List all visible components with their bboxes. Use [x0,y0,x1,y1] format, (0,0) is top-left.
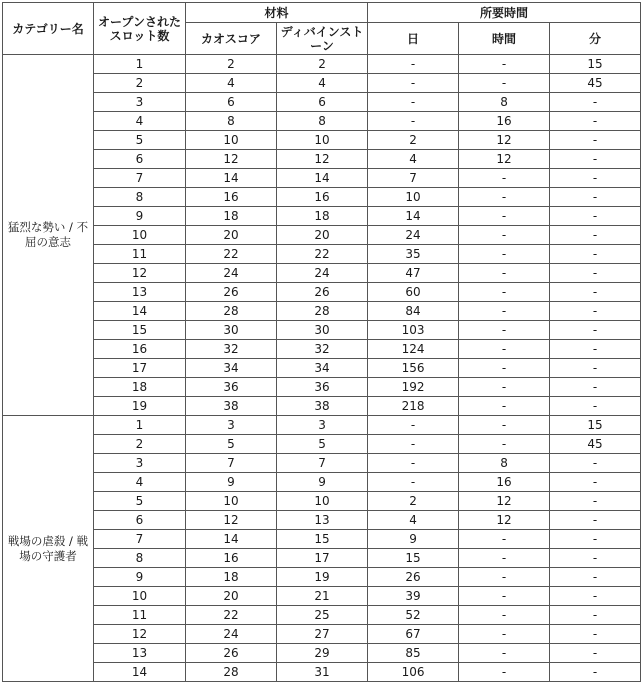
hour-cell: - [459,568,550,587]
divine-stone-cell: 34 [277,359,368,378]
minute-cell: - [550,226,641,245]
chaos-core-cell: 9 [186,473,277,492]
table-row [3,625,641,644]
chaos-core-cell: 36 [186,378,277,397]
hour-cell: - [459,340,550,359]
table-row [3,378,641,397]
minute-cell: - [550,663,641,682]
divine-stone-cell: 26 [277,283,368,302]
table-row [3,397,641,416]
header-minute: 分 [550,23,641,55]
hour-cell: - [459,587,550,606]
day-cell: 2 [368,131,459,150]
day-cell: 4 [368,511,459,530]
table-row [3,321,641,340]
hour-cell: 8 [459,454,550,473]
slot-count-cell: 1 [94,55,186,74]
chaos-core-cell: 32 [186,340,277,359]
slot-count-cell: 4 [94,473,186,492]
day-cell: 60 [368,283,459,302]
table-row [3,663,641,682]
hour-cell: 16 [459,473,550,492]
slot-count-cell: 1 [94,416,186,435]
slot-count-cell: 4 [94,112,186,131]
day-cell: - [368,435,459,454]
slot-count-cell: 12 [94,625,186,644]
chaos-core-cell: 5 [186,435,277,454]
hour-cell: - [459,663,550,682]
minute-cell: - [550,207,641,226]
table-row [3,587,641,606]
day-cell: 192 [368,378,459,397]
table-row [3,264,641,283]
table-row [3,245,641,264]
chaos-core-cell: 18 [186,207,277,226]
divine-stone-cell: 20 [277,226,368,245]
minute-cell: 15 [550,55,641,74]
chaos-core-cell: 6 [186,93,277,112]
chaos-core-cell: 14 [186,530,277,549]
divine-stone-cell: 18 [277,207,368,226]
day-cell: - [368,55,459,74]
divine-stone-cell: 17 [277,549,368,568]
table-row [3,340,641,359]
divine-stone-cell: 30 [277,321,368,340]
table-row [3,169,641,188]
day-cell: 2 [368,492,459,511]
slot-count-cell: 8 [94,549,186,568]
slot-count-cell: 9 [94,568,186,587]
minute-cell: - [550,359,641,378]
header-slots: オープンされたスロット数 [94,3,186,55]
day-cell: - [368,416,459,435]
chaos-core-cell: 12 [186,511,277,530]
slot-count-cell: 13 [94,644,186,663]
hour-cell: - [459,625,550,644]
slot-count-cell: 19 [94,397,186,416]
table-body [3,55,641,682]
table-row [3,435,641,454]
table-row [3,226,641,245]
day-cell: 84 [368,302,459,321]
divine-stone-cell: 8 [277,112,368,131]
table-row [3,359,641,378]
table-row [3,492,641,511]
day-cell: 67 [368,625,459,644]
slot-count-cell: 6 [94,150,186,169]
table-row [3,131,641,150]
hour-cell: - [459,169,550,188]
chaos-core-cell: 3 [186,416,277,435]
hour-cell: - [459,606,550,625]
hour-cell: - [459,302,550,321]
divine-stone-cell: 9 [277,473,368,492]
slot-count-cell: 8 [94,188,186,207]
hour-cell: - [459,188,550,207]
chaos-core-cell: 28 [186,302,277,321]
chaos-core-cell: 2 [186,55,277,74]
minute-cell: - [550,245,641,264]
divine-stone-cell: 25 [277,606,368,625]
minute-cell: - [550,587,641,606]
table-row [3,112,641,131]
slot-table-container [2,2,641,682]
slot-count-cell: 5 [94,492,186,511]
hour-cell: 12 [459,131,550,150]
hour-cell: 12 [459,511,550,530]
table-row [3,207,641,226]
table-row [3,188,641,207]
slot-count-cell: 17 [94,359,186,378]
category-cell: 戦場の虐殺 / 戦場の守護者 [3,416,94,682]
table-row [3,644,641,663]
hour-cell: - [459,74,550,93]
header-materials: 材料 [186,3,368,23]
category-cell: 猛烈な勢い / 不屈の意志 [3,55,94,416]
day-cell: 26 [368,568,459,587]
divine-stone-cell: 16 [277,188,368,207]
minute-cell: - [550,568,641,587]
hour-cell: 8 [459,93,550,112]
divine-stone-cell: 2 [277,55,368,74]
chaos-core-cell: 10 [186,131,277,150]
slot-count-cell: 16 [94,340,186,359]
chaos-core-cell: 20 [186,587,277,606]
minute-cell: - [550,340,641,359]
day-cell: 85 [368,644,459,663]
slot-count-cell: 3 [94,454,186,473]
divine-stone-cell: 10 [277,492,368,511]
minute-cell: 45 [550,74,641,93]
divine-stone-cell: 24 [277,264,368,283]
hour-cell: - [459,55,550,74]
divine-stone-cell: 21 [277,587,368,606]
minute-cell: - [550,93,641,112]
divine-stone-cell: 29 [277,644,368,663]
hour-cell: - [459,435,550,454]
chaos-core-cell: 12 [186,150,277,169]
slot-count-cell: 5 [94,131,186,150]
divine-stone-cell: 15 [277,530,368,549]
header-category: カテゴリー名 [3,3,94,55]
day-cell: 52 [368,606,459,625]
slot-count-cell: 12 [94,264,186,283]
header-hour: 時間 [459,23,550,55]
day-cell: - [368,454,459,473]
hour-cell: - [459,264,550,283]
chaos-core-cell: 26 [186,283,277,302]
table-row [3,302,641,321]
hour-cell: - [459,397,550,416]
slot-count-cell: 6 [94,511,186,530]
table-row [3,568,641,587]
divine-stone-cell: 22 [277,245,368,264]
divine-stone-cell: 38 [277,397,368,416]
minute-cell: - [550,530,641,549]
hour-cell: - [459,644,550,663]
minute-cell: - [550,454,641,473]
divine-stone-cell: 4 [277,74,368,93]
table-row [3,454,641,473]
divine-stone-cell: 6 [277,93,368,112]
day-cell: 47 [368,264,459,283]
hour-cell: - [459,321,550,340]
day-cell: 24 [368,226,459,245]
day-cell: 15 [368,549,459,568]
slot-count-cell: 18 [94,378,186,397]
chaos-core-cell: 10 [186,492,277,511]
slot-count-cell: 2 [94,435,186,454]
hour-cell: - [459,207,550,226]
header-day: 日 [368,23,459,55]
chaos-core-cell: 18 [186,568,277,587]
day-cell: 14 [368,207,459,226]
divine-stone-cell: 32 [277,340,368,359]
day-cell: - [368,93,459,112]
chaos-core-cell: 22 [186,606,277,625]
hour-cell: - [459,245,550,264]
day-cell: 9 [368,530,459,549]
slot-count-cell: 9 [94,207,186,226]
slot-count-cell: 10 [94,226,186,245]
divine-stone-cell: 3 [277,416,368,435]
divine-stone-cell: 12 [277,150,368,169]
chaos-core-cell: 38 [186,397,277,416]
chaos-core-cell: 24 [186,625,277,644]
minute-cell: - [550,188,641,207]
table-row [3,74,641,93]
chaos-core-cell: 22 [186,245,277,264]
day-cell: 218 [368,397,459,416]
hour-cell: - [459,549,550,568]
chaos-core-cell: 34 [186,359,277,378]
header-divine-stone: ディバインストーン [277,23,368,55]
minute-cell: - [550,169,641,188]
day-cell: 39 [368,587,459,606]
slot-count-cell: 15 [94,321,186,340]
table-row [3,55,641,74]
divine-stone-cell: 27 [277,625,368,644]
hour-cell: - [459,226,550,245]
slot-count-cell: 14 [94,302,186,321]
day-cell: 103 [368,321,459,340]
divine-stone-cell: 5 [277,435,368,454]
day-cell: - [368,473,459,492]
table-row [3,606,641,625]
divine-stone-cell: 10 [277,131,368,150]
slot-count-cell: 11 [94,245,186,264]
minute-cell: - [550,302,641,321]
minute-cell: - [550,112,641,131]
minute-cell: - [550,378,641,397]
minute-cell: - [550,511,641,530]
table-row [3,150,641,169]
minute-cell: - [550,321,641,340]
table-row [3,283,641,302]
minute-cell: 15 [550,416,641,435]
day-cell: 35 [368,245,459,264]
chaos-core-cell: 7 [186,454,277,473]
minute-cell: - [550,397,641,416]
header-chaos-core: カオスコア [186,23,277,55]
minute-cell: - [550,473,641,492]
header-time-required: 所要時間 [368,3,641,23]
day-cell: 4 [368,150,459,169]
divine-stone-cell: 14 [277,169,368,188]
chaos-core-cell: 24 [186,264,277,283]
day-cell: 106 [368,663,459,682]
table-row [3,416,641,435]
minute-cell: - [550,549,641,568]
slot-count-cell: 3 [94,93,186,112]
table-row [3,530,641,549]
minute-cell: - [550,150,641,169]
slot-count-cell: 7 [94,530,186,549]
slot-count-cell: 14 [94,663,186,682]
chaos-core-cell: 28 [186,663,277,682]
day-cell: - [368,74,459,93]
divine-stone-cell: 36 [277,378,368,397]
chaos-core-cell: 20 [186,226,277,245]
table-row [3,473,641,492]
divine-stone-cell: 19 [277,568,368,587]
hour-cell: - [459,416,550,435]
day-cell: 156 [368,359,459,378]
table-header [3,3,641,55]
minute-cell: - [550,131,641,150]
chaos-core-cell: 14 [186,169,277,188]
divine-stone-cell: 31 [277,663,368,682]
slot-count-cell: 2 [94,74,186,93]
hour-cell: - [459,378,550,397]
minute-cell: - [550,606,641,625]
day-cell: 7 [368,169,459,188]
minute-cell: - [550,625,641,644]
table-row [3,549,641,568]
chaos-core-cell: 30 [186,321,277,340]
divine-stone-cell: 13 [277,511,368,530]
minute-cell: 45 [550,435,641,454]
table-row [3,511,641,530]
slot-count-cell: 11 [94,606,186,625]
chaos-core-cell: 26 [186,644,277,663]
hour-cell: 16 [459,112,550,131]
minute-cell: - [550,283,641,302]
slot-upgrade-table [2,2,641,682]
chaos-core-cell: 16 [186,188,277,207]
slot-count-cell: 10 [94,587,186,606]
hour-cell: - [459,359,550,378]
slot-count-cell: 13 [94,283,186,302]
divine-stone-cell: 28 [277,302,368,321]
chaos-core-cell: 16 [186,549,277,568]
hour-cell: - [459,530,550,549]
day-cell: 124 [368,340,459,359]
minute-cell: - [550,264,641,283]
table-row [3,93,641,112]
chaos-core-cell: 4 [186,74,277,93]
hour-cell: 12 [459,150,550,169]
minute-cell: - [550,644,641,663]
day-cell: - [368,112,459,131]
chaos-core-cell: 8 [186,112,277,131]
divine-stone-cell: 7 [277,454,368,473]
slot-count-cell: 7 [94,169,186,188]
minute-cell: - [550,492,641,511]
hour-cell: 12 [459,492,550,511]
day-cell: 10 [368,188,459,207]
hour-cell: - [459,283,550,302]
